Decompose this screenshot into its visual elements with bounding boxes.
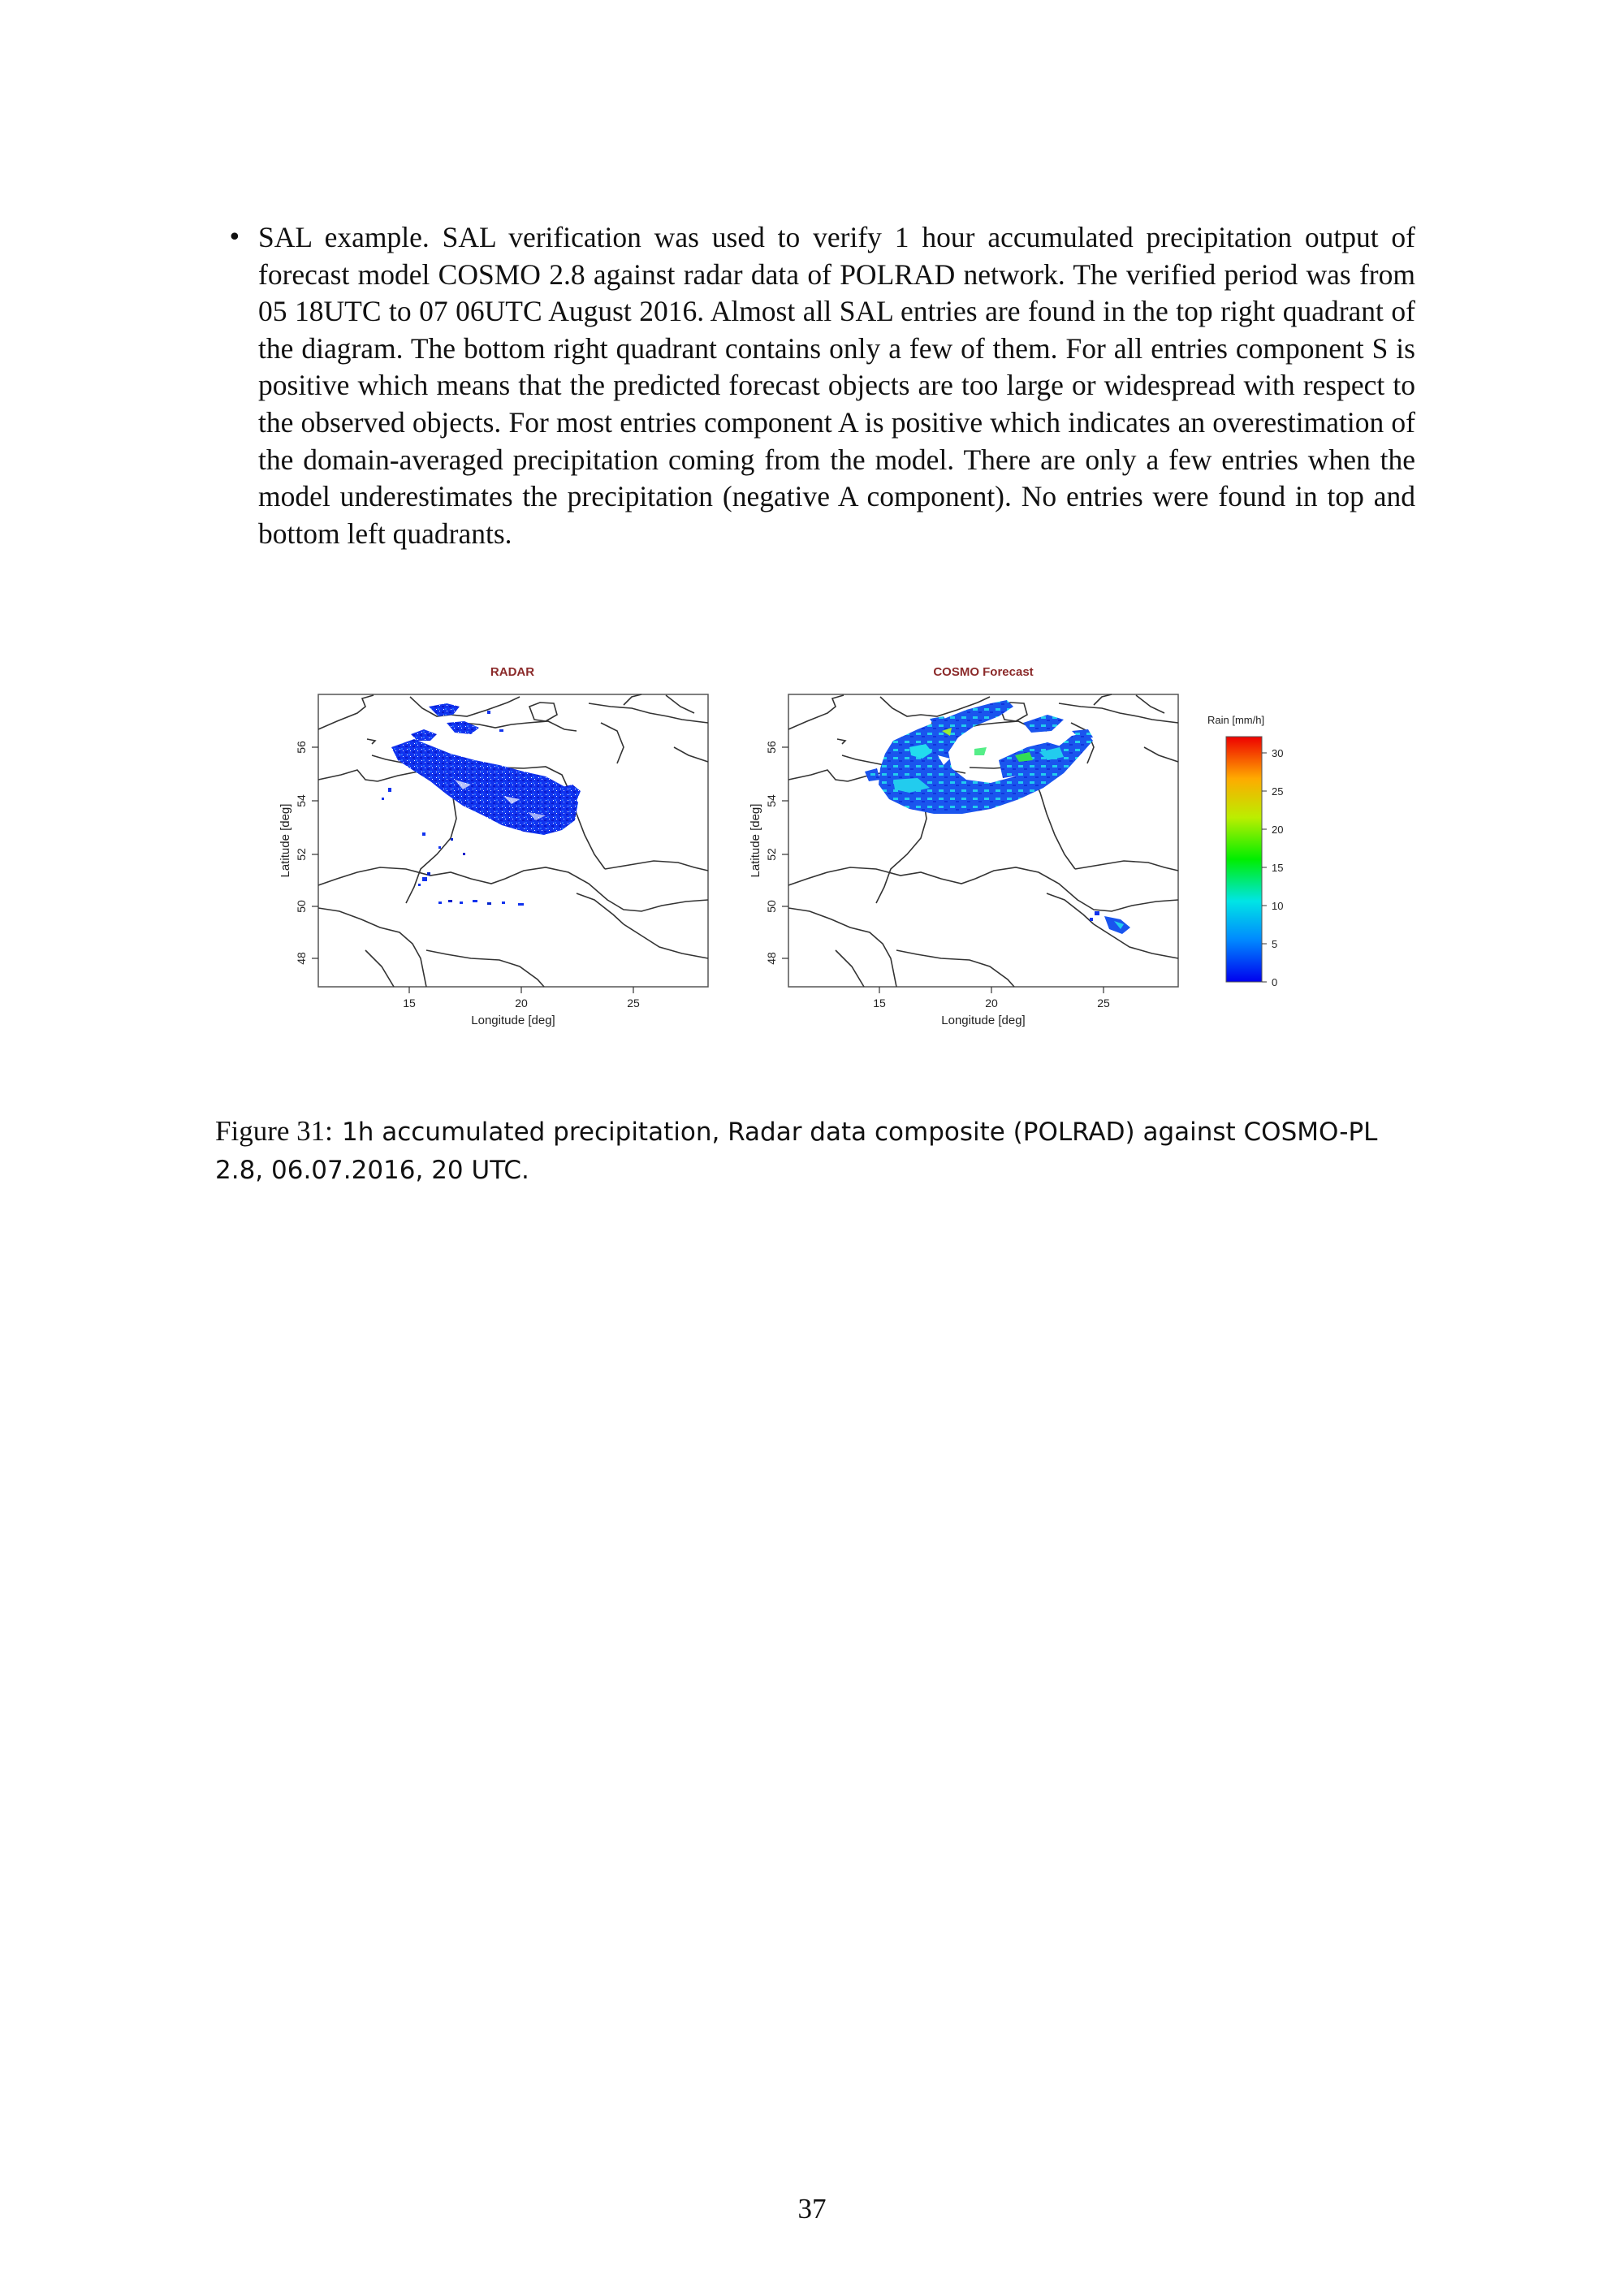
colorbar-tick-25: 25 bbox=[1272, 785, 1284, 798]
cosmo-ytick-54: 54 bbox=[765, 794, 778, 807]
page-number: 37 bbox=[797, 2193, 827, 2225]
cosmo-xtick-25: 25 bbox=[1097, 997, 1110, 1010]
colorbar-tick-20: 20 bbox=[1272, 824, 1284, 836]
colorbar-title: Rain [mm/h] bbox=[1207, 714, 1265, 726]
colorbar bbox=[1207, 714, 1283, 988]
radar-map-frame bbox=[318, 694, 708, 987]
cosmo-ytick-50: 50 bbox=[765, 900, 778, 913]
caption-label: Figure 31: bbox=[215, 1115, 333, 1147]
cosmo-ytick-56: 56 bbox=[765, 741, 778, 754]
colorbar-tick-15: 15 bbox=[1272, 862, 1284, 874]
cosmo-panel-title: COSMO Forecast bbox=[933, 665, 1034, 679]
radar-ytick-50: 50 bbox=[295, 900, 308, 913]
radar-panel-title: RADAR bbox=[490, 665, 535, 679]
radar-ytick-56: 56 bbox=[295, 741, 308, 754]
cosmo-map-frame bbox=[788, 694, 1178, 987]
radar-xtick-25: 25 bbox=[627, 997, 640, 1010]
radar-xtick-15: 15 bbox=[403, 997, 416, 1010]
radar-xlabel: Longitude [deg] bbox=[471, 1014, 555, 1027]
cosmo-x-axis bbox=[879, 987, 1104, 993]
radar-xtick-20: 20 bbox=[515, 997, 528, 1010]
cosmo-xtick-15: 15 bbox=[873, 997, 886, 1010]
cosmo-y-axis bbox=[782, 747, 788, 958]
radar-y-axis bbox=[312, 747, 318, 958]
cosmo-ytick-48: 48 bbox=[765, 952, 778, 965]
caption-text: 1h accumulated precipitation, Radar data composite (POLRAD) against COSMO-PL 2.8, 06.07.2016, 20 UTC. bbox=[215, 1118, 1378, 1185]
cosmo-xlabel: Longitude [deg] bbox=[941, 1014, 1026, 1027]
colorbar-tick-30: 30 bbox=[1272, 747, 1284, 759]
colorbar-tick-5: 5 bbox=[1272, 938, 1278, 950]
colorbar-tick-10: 10 bbox=[1272, 900, 1284, 912]
radar-ytick-48: 48 bbox=[295, 952, 308, 965]
cosmo-ylabel: Latitude [deg] bbox=[749, 803, 762, 878]
bullet-dot: • bbox=[227, 223, 242, 252]
figure-svg bbox=[244, 625, 1315, 1048]
radar-x-axis bbox=[409, 987, 633, 993]
cosmo-xtick-20: 20 bbox=[985, 997, 998, 1010]
bullet-text: SAL example. SAL verification was used to verify 1 hour accumulated precipitation output of forecast model COSMO 2.8 against radar data of POLRAD network. The verified period was from 05 18UTC to 07 06UTC August 2016. Almost all SAL entries are found in the top right quadrant of the diagram. The bottom right quadrant contains only a few of them. For all entries component S is positive which means that the predicted forecast objects are too large or widespread with respect to the observed objects. For most entries component A is positive which indicates an overestimation of the domain-averaged precipitation coming from the model. There are only a few entries when the model underestimates the precipitation (negative A component). No entries were found in top and bottom left quadrants. bbox=[258, 221, 1415, 550]
radar-panel bbox=[279, 665, 708, 1027]
cosmo-panel bbox=[749, 665, 1178, 1027]
radar-ytick-52: 52 bbox=[295, 848, 308, 861]
figure-caption bbox=[215, 1113, 1417, 1189]
bullet-item bbox=[227, 219, 1415, 552]
colorbar-gradient bbox=[1226, 737, 1262, 982]
figure-31 bbox=[244, 625, 1315, 1048]
radar-ytick-54: 54 bbox=[295, 794, 308, 807]
cosmo-ytick-52: 52 bbox=[765, 848, 778, 861]
colorbar-tick-0: 0 bbox=[1272, 976, 1278, 988]
radar-ylabel: Latitude [deg] bbox=[279, 803, 292, 878]
